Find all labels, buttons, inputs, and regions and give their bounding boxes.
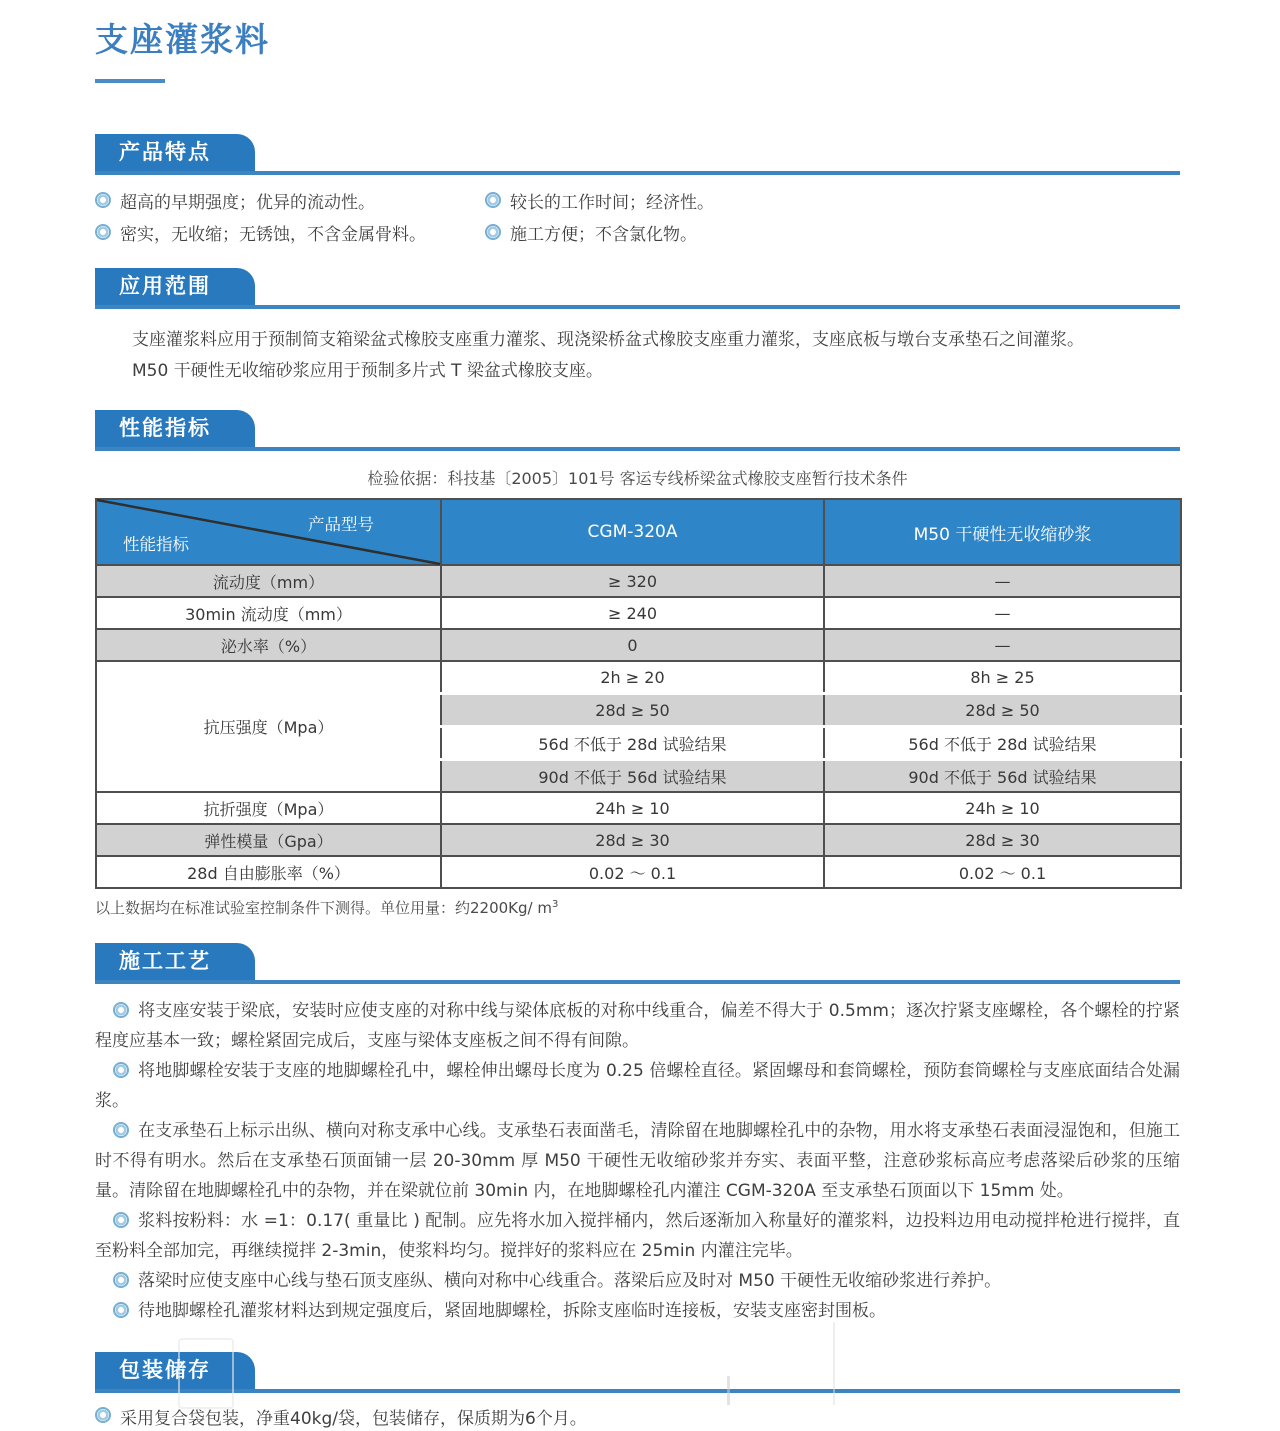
table-row <box>96 856 1181 888</box>
ring-bullet-icon <box>113 1212 129 1228</box>
cell-value: 24h ≥ 10 <box>441 792 824 824</box>
cell-value: 24h ≥ 10 <box>824 792 1181 824</box>
cell-value: — <box>824 629 1181 661</box>
performance-table <box>95 498 1182 889</box>
table-row <box>96 661 1181 694</box>
feature-text: 较长的工作时间；经济性。 <box>510 193 714 213</box>
row-label: 抗压强度（Mpa） <box>96 661 441 792</box>
ring-bullet-icon <box>113 1062 129 1078</box>
table-header-row <box>96 499 1181 565</box>
feature-item <box>485 224 1180 247</box>
ring-bullet-icon <box>485 224 501 240</box>
cell-value: 90d 不低于 56d 试验结果 <box>441 760 824 793</box>
cell-value: 2h ≥ 20 <box>441 661 824 694</box>
section-heading-features: 产品特点 <box>95 134 255 171</box>
cell-value: 28d ≥ 30 <box>441 824 824 856</box>
table-row <box>96 824 1181 856</box>
diagonal-header-cell <box>96 499 441 565</box>
superscript-3: 3 <box>551 899 559 910</box>
table-row <box>96 629 1181 661</box>
table-row <box>96 792 1181 824</box>
ring-bullet-icon <box>113 1302 129 1318</box>
section-heading-process: 施工工艺 <box>95 943 255 980</box>
section-bar-features <box>95 134 1180 175</box>
ring-bullet-icon <box>113 1272 129 1288</box>
row-label: 弹性模量（Gpa） <box>96 824 441 856</box>
feature-item <box>95 224 485 247</box>
ring-bullet-icon <box>113 1122 129 1138</box>
feature-item <box>95 192 485 215</box>
packaging-item <box>95 1407 1180 1431</box>
process-step: 在支承垫石上标示出纵、横向对称支承中心线。支承垫石表面凿毛，清除留在地脚螺栓孔中的杂物，用水将支承垫石表面浸湿饱和，但施工时不得有明水。然后在支承垫石顶面铺一层 20-30mm 厚 M50 干硬性无收缩砂浆并夯实、表面平整，注意砂浆标高应考虑落梁后砂浆的压缩量。清除留在地脚螺栓孔中的杂物，并在梁就位前 30min 内，在地脚螺栓孔内灌注 CGM-320A 至支承垫石顶面以下 15mm 处。 <box>95 1121 1180 1201</box>
feature-text: 密实，无收缩；无锈蚀，不含金属骨料。 <box>120 225 426 245</box>
ring-bullet-icon <box>95 224 111 240</box>
cell-value: 28d ≥ 50 <box>824 694 1181 727</box>
cell-value: 28d ≥ 30 <box>824 824 1181 856</box>
cell-value: 28d ≥ 50 <box>441 694 824 727</box>
section-bar-process <box>95 943 1180 984</box>
cell-value: 56d 不低于 28d 试验结果 <box>441 727 824 760</box>
row-label: 泌水率（%） <box>96 629 441 661</box>
row-label: 30min 流动度（mm） <box>96 597 441 629</box>
page-title: 支座灌浆料 <box>95 20 270 59</box>
ring-bullet-icon <box>95 192 111 208</box>
cell-value: — <box>824 597 1181 629</box>
cell-value: 90d 不低于 56d 试验结果 <box>824 760 1181 793</box>
application-text <box>95 325 1180 387</box>
corner-label-product-model: 产品型号 <box>308 515 374 534</box>
process-step: 浆料按粉料：水 =1：0.17( 重量比 ) 配制。应先将水加入搅拌桶内，然后逐渐加入称量好的灌浆料，边投料边用电动搅拌枪进行搅拌，直至粉料全部加完，再继续搅拌 2-3min，使浆料均匀。搅拌好的浆料应在 25min 内灌注完毕。 <box>95 1211 1180 1261</box>
section-heading-application: 应用范围 <box>95 268 255 305</box>
title-underline <box>95 79 165 83</box>
process-step: 落梁时应使支座中心线与垫石顶支座纵、横向对称中心线重合。落梁后应及时对 M50 干硬性无收缩砂浆进行养护。 <box>95 1266 1180 1296</box>
feature-item <box>485 192 1180 215</box>
cell-value: — <box>824 565 1181 597</box>
ring-bullet-icon <box>113 1002 129 1018</box>
section-heading-packaging: 包装储存 <box>95 1352 255 1389</box>
process-paragraphs <box>95 996 1180 1326</box>
process-step: 将支座安装于梁底，安装时应使支座的对称中线与梁体底板的对称中线重合，偏差不得大于 0.5mm；逐次拧紧支座螺栓，各个螺栓的拧紧程度应基本一致；螺栓紧固完成后，支座与梁体支座板之间不得有间隙。 <box>95 1001 1180 1051</box>
feature-text: 施工方便；不含氯化物。 <box>510 225 697 245</box>
section-bar-performance <box>95 410 1180 451</box>
section-bar-application <box>95 268 1180 309</box>
process-step: 将地脚螺栓安装于支座的地脚螺栓孔中，螺栓伸出螺母长度为 0.25 倍螺栓直径。紧固螺母和套筒螺栓，预防套筒螺栓与支座底面结合处漏浆。 <box>95 1061 1180 1111</box>
row-label: 28d 自由膨胀率（%） <box>96 856 441 888</box>
print-bleed-artifact <box>727 1376 730 1405</box>
section-heading-performance: 性能指标 <box>95 410 255 447</box>
cell-value: 8h ≥ 25 <box>824 661 1181 694</box>
cell-value: ≥ 240 <box>441 597 824 629</box>
application-line: 支座灌浆料应用于预制简支箱梁盆式橡胶支座重力灌浆、现浇梁桥盆式橡胶支座重力灌浆，支座底板与墩台支承垫石之间灌浆。 <box>132 330 1084 350</box>
cell-value: ≥ 320 <box>441 565 824 597</box>
table-footnote: 以上数据均在标准试验室控制条件下测得。单位用量：约2200Kg/ $m^3$ <box>95 899 559 917</box>
process-step: 待地脚螺栓孔灌浆材料达到规定强度后，紧固地脚螺栓，拆除支座临时连接板，安装支座密封围板。 <box>95 1296 1180 1326</box>
cell-value: 0 <box>441 629 824 661</box>
corner-label-performance-index: 性能指标 <box>123 535 189 554</box>
packaging-text: 采用复合袋包装，净重40kg/袋，包装储存，保质期为6个月。 <box>120 1409 587 1429</box>
application-line: M50 干硬性无收缩砂浆应用于预制多片式 T 梁盆式橡胶支座。 <box>132 361 603 381</box>
feature-list <box>95 192 1180 247</box>
ring-bullet-icon <box>485 192 501 208</box>
column-header: M50 干硬性无收缩砂浆 <box>824 499 1181 565</box>
print-bleed-artifact <box>833 1322 835 1405</box>
test-basis-note: 检验依据：科技基〔2005〕101号 客运专线桥梁盆式橡胶支座暂行技术条件 <box>367 469 908 488</box>
ring-bullet-icon <box>95 1407 111 1423</box>
table-row <box>96 565 1181 597</box>
print-bleed-artifact <box>178 1338 234 1409</box>
cell-value: 0.02 ～ 0.1 <box>441 856 824 888</box>
feature-text: 超高的早期强度；优异的流动性。 <box>120 193 375 213</box>
row-label: 流动度（mm） <box>96 565 441 597</box>
cell-value: 56d 不低于 28d 试验结果 <box>824 727 1181 760</box>
column-header: CGM-320A <box>441 499 824 565</box>
section-bar-packaging <box>95 1352 1180 1393</box>
cell-value: 0.02 ～ 0.1 <box>824 856 1181 888</box>
table-row <box>96 597 1181 629</box>
row-label: 抗折强度（Mpa） <box>96 792 441 824</box>
